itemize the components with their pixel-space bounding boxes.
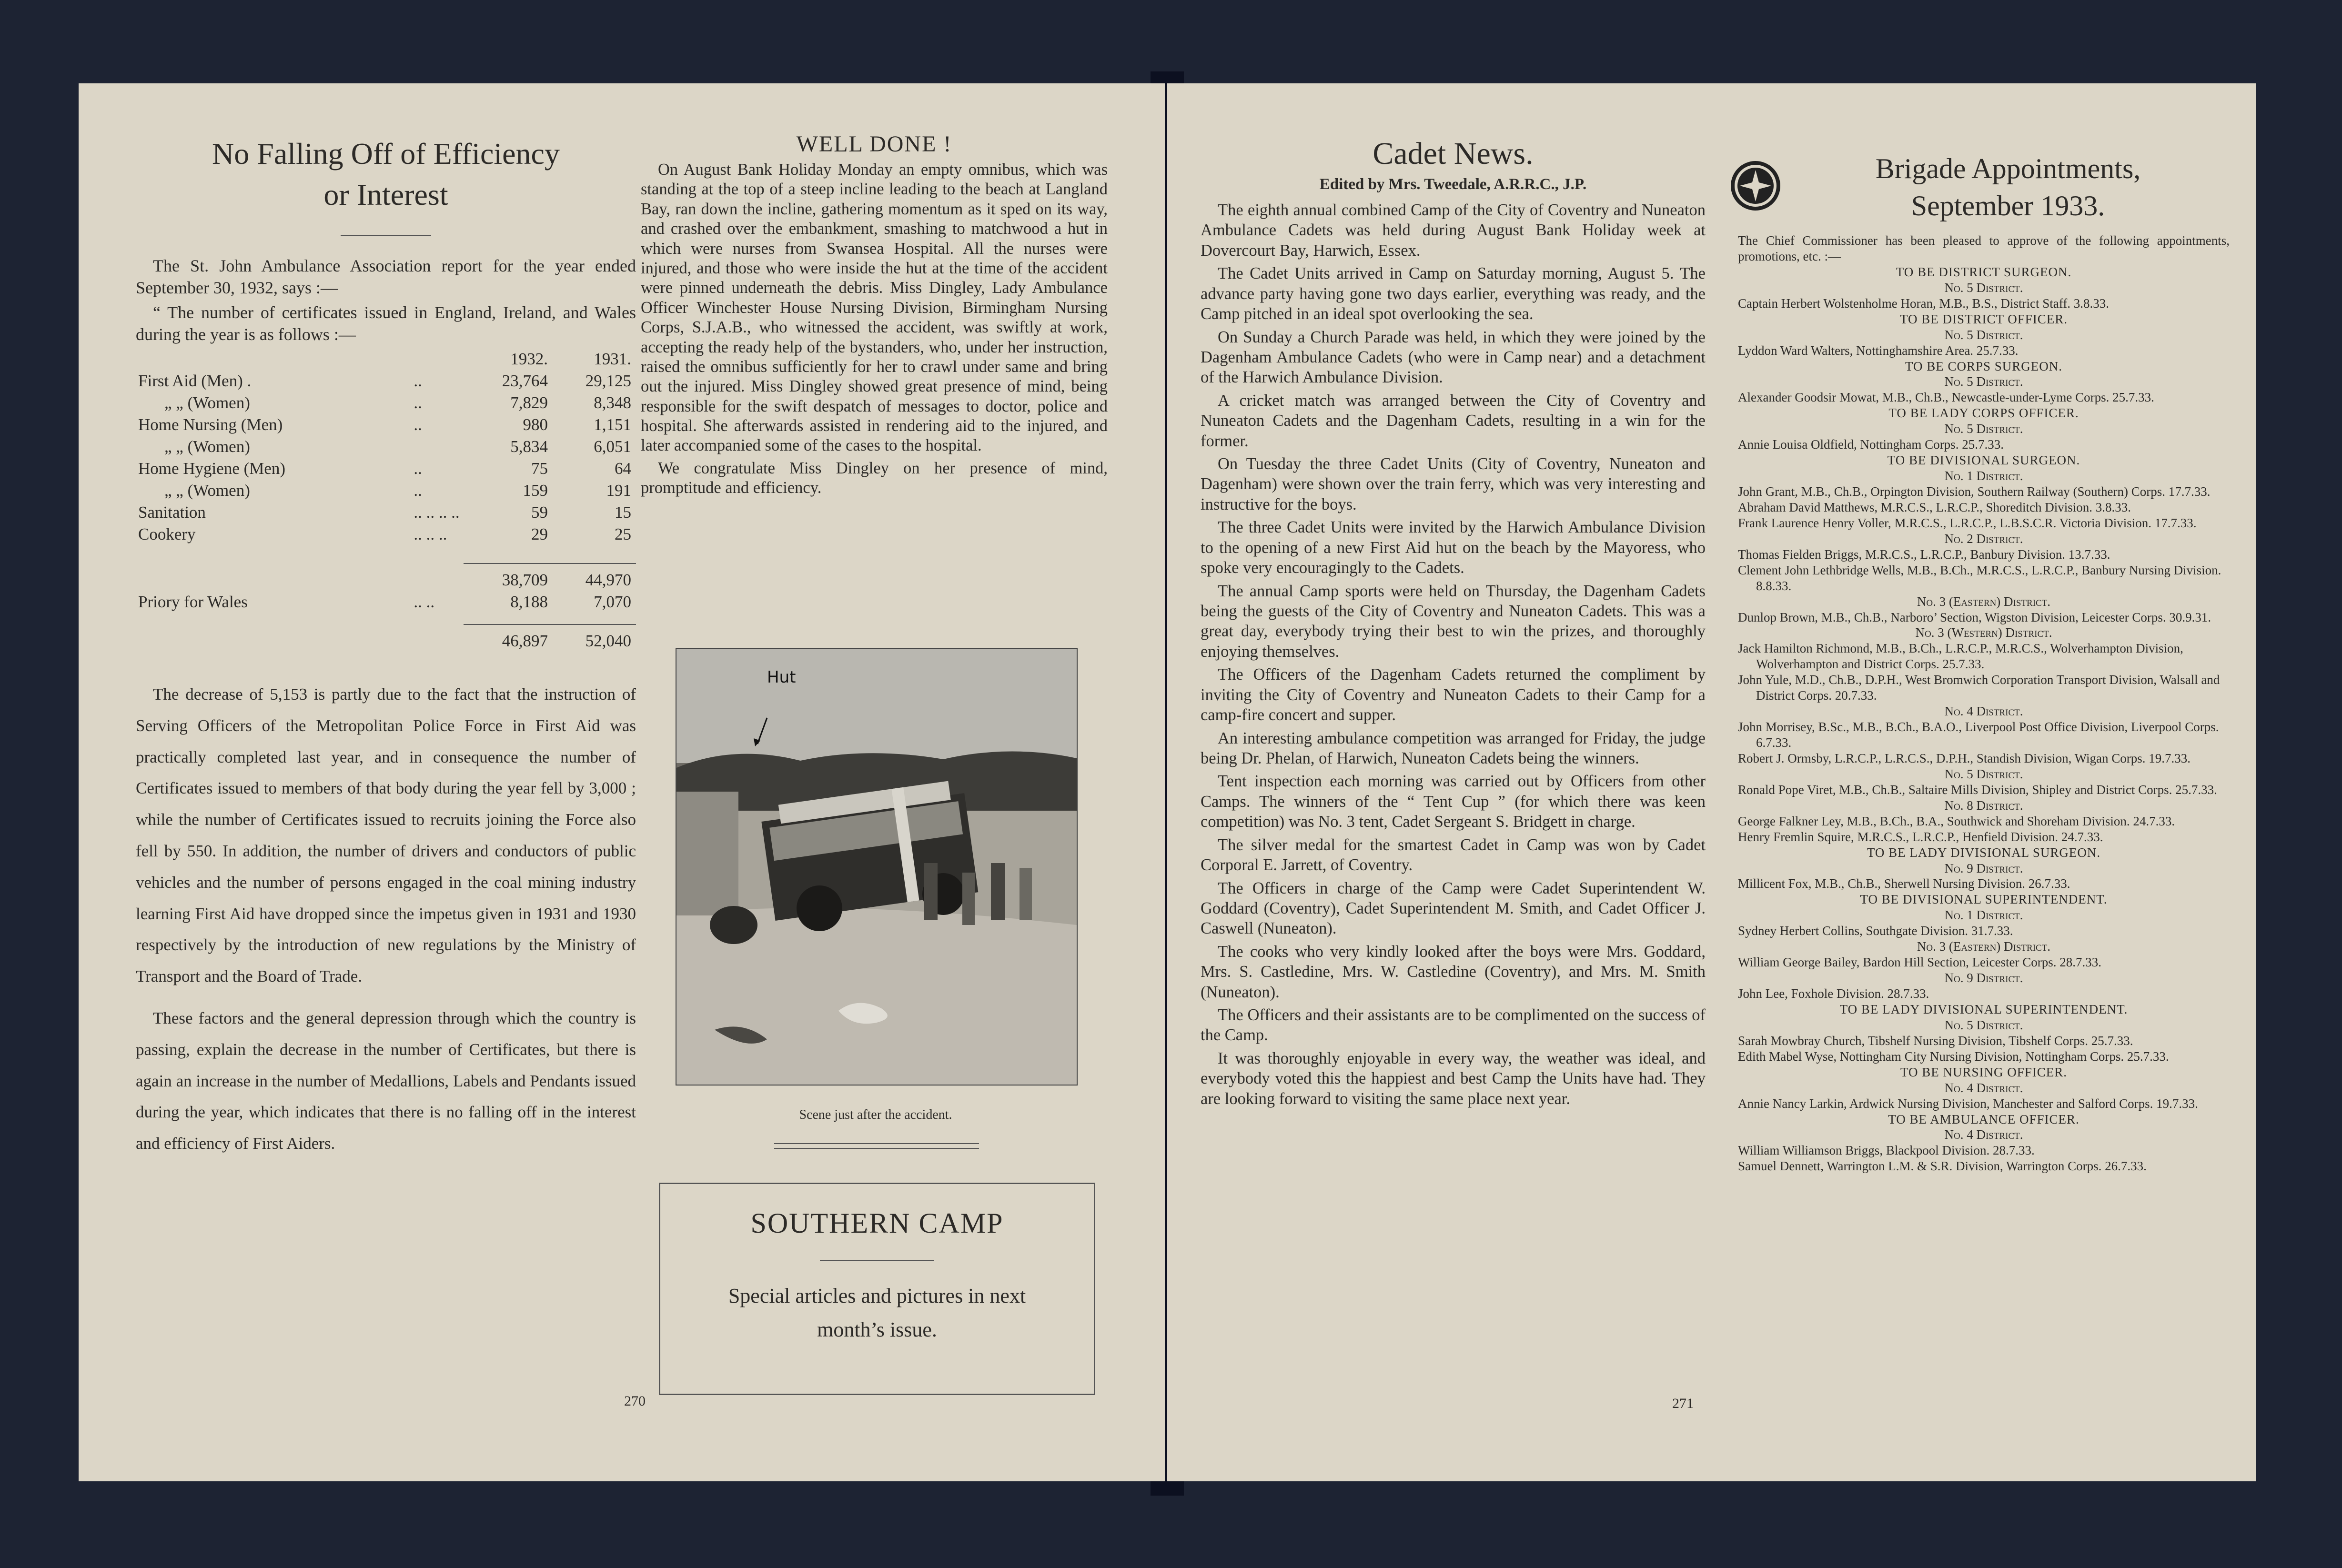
row-leader: .. bbox=[414, 393, 422, 412]
appointment-heading: TO BE LADY CORPS OFFICER. bbox=[1888, 406, 2079, 421]
table-row bbox=[136, 436, 636, 458]
cadet-news-paragraph: The Officers of the Dagenham Cadets returned the compliment by inviting the City of Coventry and Nuneaton Cadets to their Camp for a camp-fire concert and supper. bbox=[1201, 665, 1706, 724]
subtotal-1931: 44,970 bbox=[553, 563, 636, 591]
cadet-news-paragraph: Tent inspection each morning was carried out by Officers from other Camps. The winners of the “ Tent Cup ” (for which there was keen competition) was No. 3 tent, Cadet Sergeant S. Bridgett in charge. bbox=[1201, 772, 1706, 831]
accident-scene-image bbox=[676, 649, 1077, 1085]
cadet-news-paragraph: The Cadet Units arrived in Camp on Saturday morning, August 5. The advance party having gone two days earlier, everything was ready, and the Camp pitched in an ideal spot overlooking the sea. bbox=[1201, 264, 1706, 323]
total-row bbox=[136, 624, 636, 652]
cadet-news-paragraph: The eighth annual combined Camp of the City of Coventry and Nuneaton Ambulance Cadets was held during August Bank Holiday week at Dovercourt Bay, Harwich, Essex. bbox=[1201, 201, 1706, 260]
cadet-news-byline: Edited by Mrs. Tweedale, A.R.R.C., J.P. bbox=[1319, 176, 1587, 193]
district-heading: No. 5 District. bbox=[1944, 327, 2023, 342]
row-label: „ „ (Women) bbox=[164, 437, 250, 456]
cadet-news-paragraph: The Officers in charge of the Camp were Cadet Superintendent W. Goddard (Coventry), Cadet Superintendent M. Smith, and Cadet Officer J. Caswell (Nuneaton). bbox=[1201, 879, 1706, 938]
value-1932: 5,834 bbox=[510, 437, 548, 456]
table-row bbox=[136, 458, 636, 480]
photo-hut-label: Hut bbox=[767, 668, 796, 687]
appointment-entry: Ronald Pope Viret, M.B., Ch.B., Saltaire Mills Division, Shipley and District Corps. 25.7.33. bbox=[1738, 782, 2217, 797]
total-1932: 46,897 bbox=[464, 624, 553, 652]
row-leader bbox=[414, 436, 464, 458]
intro-paragraph: “ The number of certificates issued in England, Ireland, and Wales during the year is as follows :— bbox=[136, 302, 636, 344]
appointment-entry: George Falkner Ley, M.B., B.Ch., B.A., Southwick and Shoreham Division. 24.7.33. bbox=[1738, 814, 2175, 828]
appointment-entry: John Grant, M.B., Ch.B., Orpington Division, Southern Railway (Southern) Corps. 17.7.33. bbox=[1738, 484, 2211, 499]
appointment-entry: Frank Laurence Henry Voller, M.R.C.S., L.R.C.P., L.B.S.C.R. Victoria Division. 17.7.33. bbox=[1738, 515, 2197, 530]
value-1932: 75 bbox=[531, 459, 548, 478]
appointment-entry: Sarah Mowbray Church, Tibshelf Nursing Division, Tibshelf Corps. 25.7.33. bbox=[1738, 1033, 2133, 1048]
appointments-intro: The Chief Commissioner has been pleased to approve of the following appointments, promotions, etc. :— bbox=[1738, 233, 2230, 263]
appointment-entry: Alexander Goodsir Mowat, M.B., Ch.B., Newcastle-under-Lyme Corps. 25.7.33. bbox=[1738, 390, 2154, 405]
cadet-news-paragraph: On Sunday a Church Parade was held, in which they were joined by the Dagenham Ambulance Cadets (who were in Camp near) and a detachment of the Harwich Ambulance Division. bbox=[1201, 328, 1706, 387]
value-1931: 15 bbox=[615, 503, 631, 522]
article-title bbox=[136, 133, 636, 216]
value-1932: 29 bbox=[531, 525, 548, 544]
appointment-entry: Captain Herbert Wolstenholme Horan, M.B., B.S., District Staff. 3.8.33. bbox=[1738, 296, 2109, 311]
appointment-entry: William Williamson Briggs, Blackpool Division. 28.7.33. bbox=[1738, 1143, 2035, 1158]
district-heading: No. 3 (Western) District. bbox=[1915, 625, 2052, 640]
year-header: 1932. bbox=[510, 350, 548, 369]
subtotal-row bbox=[136, 563, 636, 591]
value-1931: 6,051 bbox=[594, 437, 631, 456]
title-rule bbox=[341, 235, 431, 236]
table-row bbox=[136, 370, 636, 392]
appointment-heading: TO BE DIVISIONAL SUPERINTENDENT. bbox=[1860, 892, 2108, 907]
table-row bbox=[136, 392, 636, 414]
value-1932: 7,829 bbox=[510, 393, 548, 412]
appointment-entry: Abraham David Matthews, M.R.C.S., L.R.C.P., Shoreditch Division. 3.8.33. bbox=[1738, 500, 2131, 514]
decrease-text bbox=[136, 679, 636, 1159]
table-row bbox=[136, 502, 636, 523]
table-row bbox=[136, 591, 636, 613]
cadet-news-paragraph: The silver medal for the smartest Cadet in Camp was won by Cadet Corporal E. Jarrett, of Coventry. bbox=[1201, 835, 1706, 874]
article-appointments bbox=[1729, 150, 2230, 1174]
double-rule bbox=[774, 1143, 979, 1149]
value-1931: 8,348 bbox=[594, 393, 631, 412]
district-heading: No. 4 District. bbox=[1944, 704, 2023, 719]
cadet-news-paragraph: The cooks who very kindly looked after the boys were Mrs. Goddard, Mrs. S. Castledine, Mrs. W. Castledine (Coventry), and Mrs. M. Smith (Nuneaton). bbox=[1201, 942, 1706, 1001]
row-label: Cookery bbox=[138, 525, 196, 544]
accident-photo bbox=[676, 648, 1078, 1086]
district-heading: No. 5 District. bbox=[1944, 1017, 2023, 1032]
appointment-entry: John Morrisey, B.Sc., M.B., B.Ch., B.A.O., Liverpool Post Office Division, Liverpool Corps. 6.7.33. bbox=[1738, 720, 2219, 750]
southern-camp-box bbox=[659, 1183, 1095, 1395]
appointment-entry: John Lee, Foxhole Division. 28.7.33. bbox=[1738, 986, 1929, 1001]
value-1932: 8,188 bbox=[510, 593, 548, 612]
value-1931: 25 bbox=[615, 525, 631, 544]
well-done-title: WELL DONE ! bbox=[796, 131, 952, 157]
district-heading: No. 4 District. bbox=[1944, 1127, 2023, 1142]
row-leader: .. bbox=[414, 459, 422, 478]
appointment-entry: Henry Fremlin Squire, M.R.C.S., L.R.C.P., Henfield Division. 24.7.33. bbox=[1738, 829, 2103, 844]
article-well-done bbox=[641, 131, 1108, 501]
row-leader: .. bbox=[414, 415, 422, 434]
row-leader: .. .. .. .. bbox=[414, 503, 460, 522]
well-done-paragraph: We congratulate Miss Dingley on her presence of mind, promptitude and efficiency. bbox=[641, 459, 1108, 497]
value-1932: 980 bbox=[523, 415, 548, 434]
appointments-title-line-2: September 1933. bbox=[1911, 190, 2105, 221]
page-number: 271 bbox=[1672, 1396, 1694, 1411]
article-efficiency bbox=[136, 133, 636, 1165]
row-label: Home Hygiene (Men) bbox=[138, 459, 286, 478]
value-1931: 29,125 bbox=[585, 372, 631, 391]
page-number: 270 bbox=[624, 1393, 646, 1409]
appointment-heading: TO BE CORPS SURGEON. bbox=[1905, 359, 2063, 373]
intro-text bbox=[136, 255, 636, 345]
appointment-entry: John Yule, M.D., Ch.B., D.P.H., West Bromwich Corporation Transport Division, Walsall and District Corps. 20.7.33. bbox=[1738, 673, 2220, 703]
cadet-news-paragraph: The annual Camp sports were held on Thursday, the Dagenham Cadets being the guests of the City of Coventry and Nuneaton Cadets. This was a great day, everybody trying their best to win the prizes, and thoroughly enjoying themselves. bbox=[1201, 582, 1706, 661]
appointment-entry: Millicent Fox, M.B., Ch.B., Sherwell Nursing Division. 26.7.33. bbox=[1738, 876, 2070, 891]
appointment-entry: Annie Louisa Oldfield, Nottingham Corps. 25.7.33. bbox=[1738, 437, 2004, 452]
value-1931: 191 bbox=[606, 481, 631, 500]
appointment-entry: Lyddon Ward Walters, Nottinghamshire Area. 25.7.33. bbox=[1738, 343, 2019, 358]
district-heading: No. 1 District. bbox=[1944, 908, 2023, 923]
district-heading: No. 9 District. bbox=[1944, 861, 2023, 875]
cadet-news-paragraph: An interesting ambulance competition was arranged for Friday, the judge being Dr. Phelan, of Harwich, Nuneaton Cadets being the winners. bbox=[1201, 729, 1706, 767]
appointment-heading: TO BE LADY DIVISIONAL SURGEON. bbox=[1867, 845, 2101, 860]
cadet-news-title: Cadet News. bbox=[1373, 136, 1534, 171]
district-heading: No. 9 District. bbox=[1944, 971, 2023, 985]
table-row bbox=[136, 523, 636, 545]
district-heading: No. 5 District. bbox=[1944, 280, 2023, 295]
appointment-entry: Samuel Dennett, Warrington L.M. & S.R. Division, Warrington Corps. 26.7.33. bbox=[1738, 1159, 2147, 1174]
appointment-heading: TO BE DIVISIONAL SURGEON. bbox=[1887, 453, 2080, 468]
cadet-news-paragraph: The three Cadet Units were invited by the Harwich Ambulance Division to the opening of a new First Aid hut on the beach by the Mayoress, who spoke very encouragingly to the Cadets. bbox=[1201, 518, 1706, 577]
table-row bbox=[136, 480, 636, 502]
southern-camp-rule bbox=[820, 1260, 934, 1261]
appointments-title bbox=[1787, 150, 2230, 224]
cadet-news-text bbox=[1201, 200, 1706, 1109]
appointment-heading: TO BE DISTRICT SURGEON. bbox=[1896, 264, 2072, 279]
appointments-list bbox=[1729, 264, 2230, 1174]
factors-paragraph: These factors and the general depression through which the country is passing, explain the decrease in the number of Certificates, but there is again an increase in the number of Medallions, Labels and Pendants issued during the year, which indicates that there is no falling off in the interest and efficiency of First Aiders. bbox=[136, 1009, 636, 1153]
article-title-line-2: or Interest bbox=[323, 178, 448, 212]
table-header-row bbox=[136, 348, 636, 370]
photo-caption: Scene just after the accident. bbox=[799, 1107, 952, 1122]
district-heading: No. 3 (Eastern) District. bbox=[1917, 594, 2051, 609]
value-1932: 23,764 bbox=[502, 372, 548, 391]
appointment-entry: Jack Hamilton Richmond, M.B., B.Ch., L.R.C.P., M.R.C.S., Wolverhampton Division, Wolverhampton and District Corps. 25.7.33. bbox=[1738, 641, 2183, 672]
cadet-news-paragraph: The Officers and their assistants are to be complimented on the success of the Camp. bbox=[1201, 1006, 1706, 1045]
district-heading: No. 2 District. bbox=[1944, 531, 2023, 546]
value-1931: 64 bbox=[615, 459, 631, 478]
district-heading: No. 8 District. bbox=[1944, 798, 2023, 813]
row-leader: .. bbox=[414, 372, 422, 391]
article-cadet-news bbox=[1201, 136, 1706, 1112]
row-leader: .. .. bbox=[414, 593, 435, 612]
cadet-news-paragraph: On Tuesday the three Cadet Units (City of Coventry, Nuneaton and Dagenham) were shown over the train ferry, which was very interesting and instructive for the boys. bbox=[1201, 455, 1706, 513]
district-heading: No. 1 District. bbox=[1944, 469, 2023, 483]
appointment-heading: TO BE NURSING OFFICER. bbox=[1900, 1065, 2068, 1079]
appointment-heading: TO BE DISTRICT OFFICER. bbox=[1899, 312, 2068, 326]
total-1931: 52,040 bbox=[553, 624, 636, 652]
value-1931: 1,151 bbox=[594, 415, 631, 434]
row-label: Home Nursing (Men) bbox=[138, 415, 283, 434]
value-1931: 7,070 bbox=[594, 593, 631, 612]
intro-paragraph: The St. John Ambulance Association report for the year ended September 30, 1932, says :— bbox=[136, 256, 636, 297]
district-heading: No. 5 District. bbox=[1944, 766, 2023, 781]
row-leader: .. .. .. bbox=[414, 525, 447, 544]
district-heading: No. 5 District. bbox=[1944, 374, 2023, 389]
row-leader: .. bbox=[414, 481, 422, 500]
right-page bbox=[1167, 83, 2256, 1481]
well-done-text bbox=[641, 160, 1108, 498]
cadet-news-paragraph: It was thoroughly enjoyable in every way, the weather was ideal, and everybody voted this the happiest and best Camp the Units have had. They are looking forward to visiting the same place next year. bbox=[1201, 1049, 1706, 1108]
district-heading: No. 3 (Eastern) District. bbox=[1917, 939, 2051, 954]
district-heading: No. 4 District. bbox=[1944, 1080, 2023, 1095]
appointment-entry: Robert J. Ormsby, L.R.C.P., L.R.C.S., D.P.H., Standish Division, Wigan Corps. 19.7.33. bbox=[1738, 751, 2191, 765]
left-page bbox=[79, 83, 1165, 1481]
row-label: Priory for Wales bbox=[138, 593, 248, 612]
appointment-entry: Annie Nancy Larkin, Ardwick Nursing Division, Manchester and Salford Corps. 19.7.33. bbox=[1738, 1096, 2198, 1111]
appointment-entry: Edith Mabel Wyse, Nottingham City Nursing Division, Nottingham Corps. 25.7.33. bbox=[1738, 1049, 2169, 1064]
row-label: „ „ (Women) bbox=[164, 393, 250, 412]
appointment-entry: Dunlop Brown, M.B., Ch.B., Narboro’ Section, Wigston Division, Leicester Corps. 30.9.31. bbox=[1738, 610, 2211, 624]
certificates-rows bbox=[136, 370, 636, 545]
appointment-entry: William George Bailey, Bardon Hill Section, Leicester Corps. 28.7.33. bbox=[1738, 955, 2102, 970]
southern-camp-title: SOUTHERN CAMP bbox=[750, 1207, 1004, 1239]
row-label: „ „ (Women) bbox=[164, 481, 250, 500]
row-label: First Aid (Men) . bbox=[138, 372, 252, 391]
value-1932: 159 bbox=[523, 481, 548, 500]
district-heading: No. 5 District. bbox=[1944, 422, 2023, 436]
appointment-heading: TO BE LADY DIVISIONAL SUPERINTENDENT. bbox=[1839, 1002, 2128, 1016]
appointment-entry: Thomas Fielden Briggs, M.R.C.S., L.R.C.P., Banbury Division. 13.7.33. bbox=[1738, 547, 2110, 562]
table-row bbox=[136, 414, 636, 436]
cadet-news-paragraph: A cricket match was arranged between the City of Coventry and Nuneaton Cadets and the Dagenham Cadets, resulting in a win for the former. bbox=[1201, 391, 1706, 450]
year-header: 1931. bbox=[594, 350, 631, 369]
well-done-paragraph: On August Bank Holiday Monday an empty omnibus, which was standing at the top of a steep incline leading to the beach at Langland Bay, ran down the incline, gathering momentum as it sped on its way, and crashed over the embankment, smashing to matchwood a hut in which were nurses from Swansea Hospital. All the nurses were injured, and those who were inside the hut at the time of the accident were pinned underneath the debris. Miss Dingley, Lady Ambulance Officer Winchester House Nursing Division, Birmingham Nursing Corps, S.J.A.B., who witnessed the accident, was swiftly at work, accepting the ready help of the bystanders, who, under her instruction, raised the omnibus sufficiently for her to crawl under same and bring out the injured. Miss Dingley showed great presence of mind, being responsible for the swift despatch of messages to doctor, police and hospital. She afterwards assisted in rendering aid to the injured, and later accompanied some of the cases to the hospital. bbox=[641, 161, 1108, 455]
decrease-paragraph: The decrease of 5,153 is partly due to the fact that the instruction of Serving Officers of the Metropolitan Police Force in First Aid was practically completed last year, and in consequence the number of Certificates issued to members of that body during the year fell by 3,000 ; while the number of Certificates issued to recruits joining the Force also fell by 550. In addition, the number of drivers and conductors of public vehicles and the number of persons engaged in the coal mining industry learning First Aid have dropped since the impetus given in 1931 and 1930 respectively by the introduction of new regulations by the Ministry of Transport and the Board of Trade. bbox=[136, 685, 636, 986]
row-label: Sanitation bbox=[138, 503, 206, 522]
appointment-entry: Sydney Herbert Collins, Southgate Division. 31.7.33. bbox=[1738, 924, 2013, 938]
appointment-entry: Clement John Lethbridge Wells, M.B., B.Ch., M.R.C.S., L.R.C.P., Banbury Nursing Division. 8.8.33. bbox=[1738, 563, 2221, 593]
value-1932: 59 bbox=[531, 503, 548, 522]
southern-camp-text: Special articles and pictures in next month’s issue. bbox=[728, 1284, 1026, 1342]
appointment-heading: TO BE AMBULANCE OFFICER. bbox=[1888, 1112, 2080, 1126]
subtotal-1932: 38,709 bbox=[464, 563, 553, 591]
article-title-line-1: No Falling Off of Efficiency bbox=[212, 137, 560, 171]
st-john-badge-icon bbox=[1729, 160, 1782, 212]
certificates-table bbox=[136, 348, 636, 652]
appointments-title-line-1: Brigade Appointments, bbox=[1875, 153, 2141, 184]
